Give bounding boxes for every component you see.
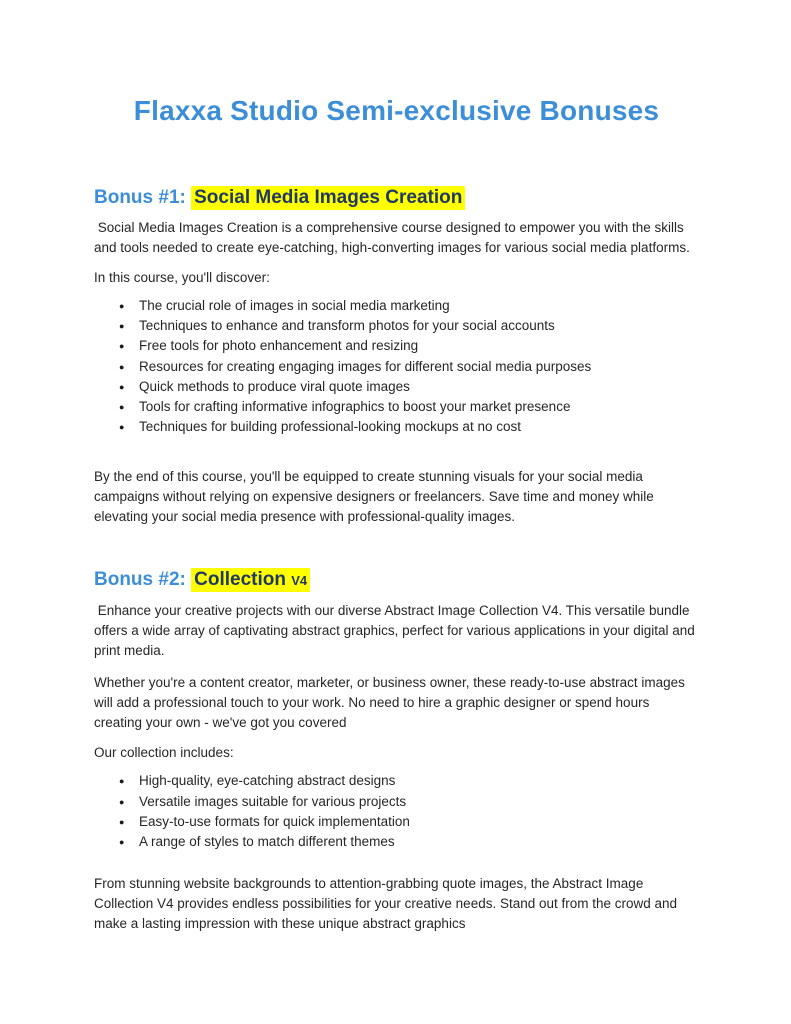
- list-item: ● High-quality, eye-catching abstract designs: [94, 771, 699, 791]
- list-item: ● Easy-to-use formats for quick implementation: [94, 812, 699, 832]
- list-item: ● Free tools for photo enhancement and resizing: [94, 336, 699, 356]
- list-item: ● The crucial role of images in social media marketing: [94, 296, 699, 316]
- bonus-1-intro-paragraph: Social Media Images Creation is a comprehensive course designed to empower you with the skills and tools needed to create eye-catching, high-converting images for various social media platforms.: [94, 220, 690, 255]
- list-item: ● Techniques for building professional-looking mockups at no cost: [94, 417, 699, 437]
- bonus-1-list-lead: In this course, you'll discover:: [94, 270, 270, 285]
- page-title: Flaxxa Studio Semi-exclusive Bonuses: [133, 95, 660, 126]
- bonus-2-bullet-list: [94, 771, 699, 852]
- bonus-1-heading: [94, 185, 699, 211]
- list-item: ● Techniques to enhance and transform photos for your social accounts: [94, 316, 699, 336]
- bonus-1-outro-paragraph: By the end of this course, you'll be equipped to create stunning visuals for your social media campaigns without relying on expensive designers or freelancers. Save time and money while elevating your social media presence with professional-quality images.: [94, 469, 658, 525]
- list-item: ● Quick methods to produce viral quote images: [94, 377, 699, 397]
- list-item: ● A range of styles to match different themes: [94, 832, 699, 852]
- bonus-2-second-paragraph: Whether you're a content creator, marketer, or business owner, these ready-to-use abstract images will add a professional touch to your work. No need to hire a graphic designer or spend hours creating your own - we've got you covered: [94, 675, 689, 731]
- bonus-2-label: Bonus #2:: [94, 569, 192, 591]
- bonus-2-list-lead: Our collection includes:: [94, 745, 234, 761]
- bonus-1-bullet-list: [94, 296, 699, 437]
- list-item: ● Tools for crafting informative infographics to boost your market presence: [94, 397, 699, 417]
- bonus-2-heading: [94, 567, 699, 594]
- bonus-1-highlighted-title: Social Media Images Creation: [191, 186, 465, 210]
- bonus-2-highlight-main: Collection: [194, 569, 286, 591]
- bonus-2-intro-paragraph: Enhance your creative projects with our diverse Abstract Image Collection V4. This versatile bundle offers a wide array of captivating abstract graphics, perfect for various applications in your digital and print media.: [94, 603, 699, 659]
- list-item: ● Resources for creating engaging images for different social media purposes: [94, 357, 699, 377]
- list-item: ● Versatile images suitable for various projects: [94, 792, 699, 812]
- bonus-1-label: Bonus #1:: [94, 187, 192, 208]
- bonus-2-highlight-version: V4: [291, 573, 308, 589]
- bonus-2-outro-paragraph: From stunning website backgrounds to attention-grabbing quote images, the Abstract Image Collection V4 provides endless possibilities for your creative needs. Stand out from the crowd and make a lasting impression with these unique abstract graphics: [94, 876, 681, 932]
- bonus-2-highlighted-title: [191, 568, 310, 592]
